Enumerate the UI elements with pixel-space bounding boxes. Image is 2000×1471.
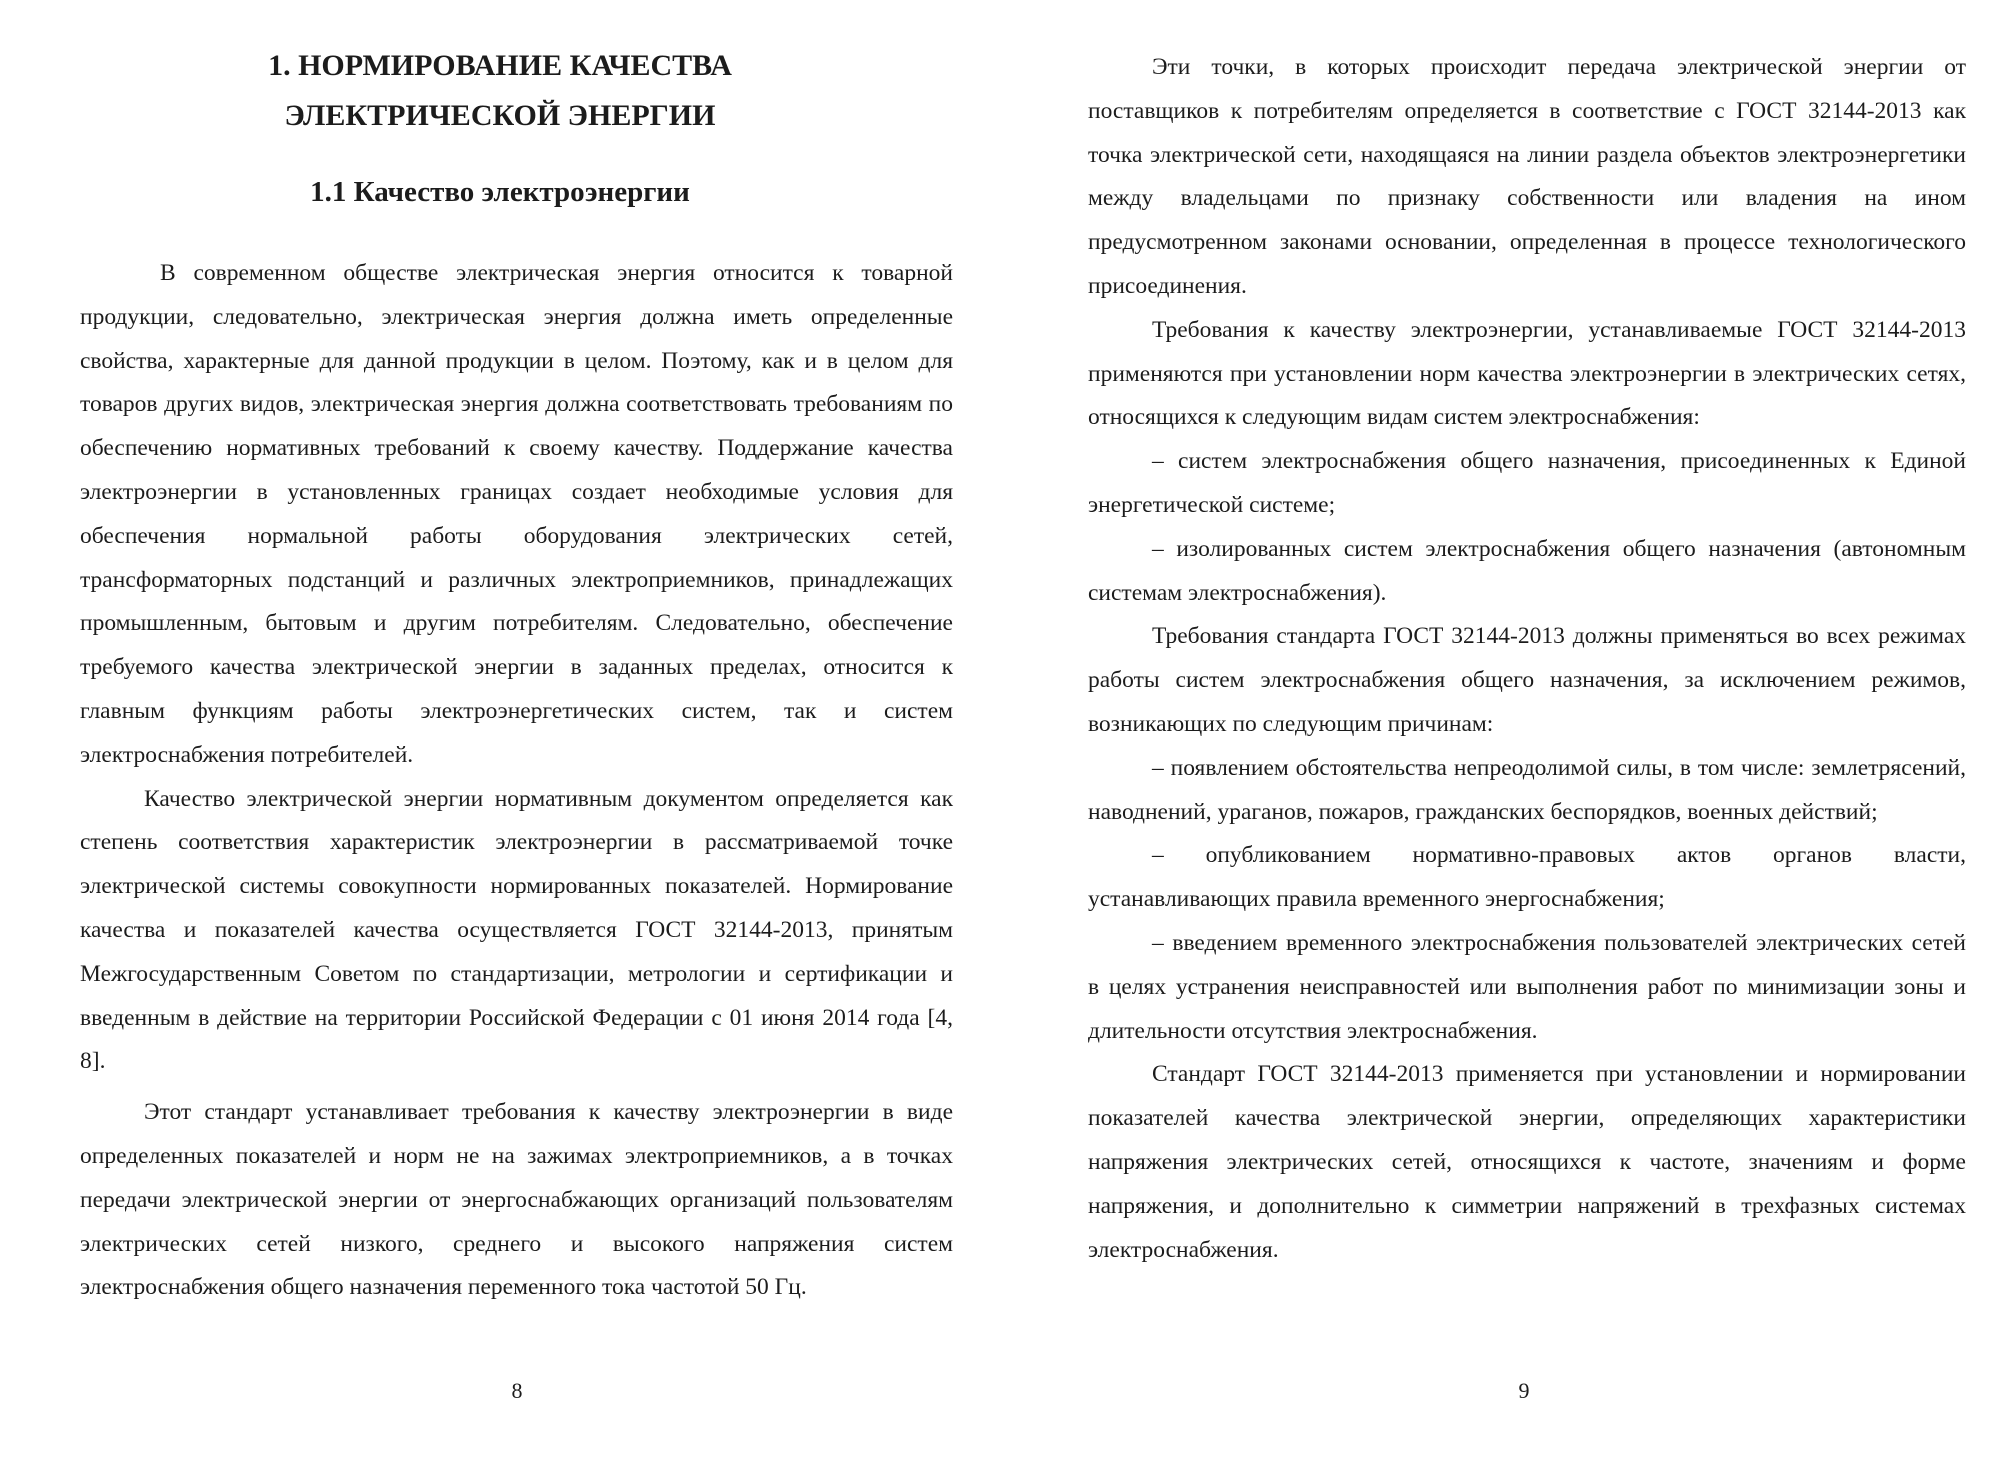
page-number: 8 [511, 1378, 523, 1403]
paragraph: Требования к качеству электроэнергии, устанавливаемые ГОСТ 32144-2013 применяются при установлении норм качества электроэнергии в электрических сетях, относящихся к следующим видам систем электроснабжения: [1088, 316, 1966, 431]
page-number: 9 [1518, 1378, 1530, 1403]
paragraph: Требования стандарта ГОСТ 32144-2013 должны применяться во всех режимах работы систем электроснабжения общего назначения, за исключением режимов, возникающих по следующим причинам: [1088, 623, 1966, 737]
paragraph: Этот стандарт устанавливает требования к качеству электроэнергии в виде определенных показателей и норм не на зажимах электроприемников, а в точках передачи электрической энергии от энергоснабжающих организаций пользователям электрических сетей низкого, среднего и высокого напряжения систем электроснабжения общего назначения переменного тока частотой 50 Гц. [80, 1099, 953, 1301]
paragraph: В современном обществе электрическая энергия относится к товарной продукции, следовательно, электрическая энергия должна иметь определенные свойства, характерные для данной продукции в целом. Поэтому, как и в целом для товаров других видов, электрическая энергия должна соответствовать требованиям по обеспечению нормативных требований к своему качеству. Поддержание качества электроэнергии в установленных границах создает необходимые условия для обеспечения нормальной работы оборудования электрических сетей, трансформаторных подстанций и различных электроприемников, принадлежащих промышленным, бытовым и другим потребителям. Следовательно, обеспечение требуемого качества электрической энергии в заданных пределах, относится к главным функциям работы электроэнергетических систем, так и систем электроснабжения потребителей. [80, 260, 953, 768]
right-page-body [1088, 46, 1966, 1272]
list-item: – появлением обстоятельства непреодолимой силы, в том числе: землетрясений, наводнений, ураганов, пожаров, гражданских беспорядков, военных действий; [1088, 754, 1966, 825]
list-item: – опубликованием нормативно-правовых актов органов власти, устанавливающих правила временного энергоснабжения; [1088, 842, 1966, 913]
section-title: 1.1 Качество электроэнергии [310, 176, 690, 208]
left-page-body [80, 252, 953, 1310]
list-item: – изолированных систем электроснабжения общего назначения (автономным системам электроснабжения). [1088, 535, 1966, 606]
paragraph: Стандарт ГОСТ 32144-2013 применяется при установлении и нормировании показателей качества электрической энергии, определяющих характеристики напряжения электрических сетей, относящихся к частоте, значениям и форме напряжения, и дополнительно к симметрии напряжений в трехфазных системах электроснабжения. [1088, 1061, 1966, 1263]
paragraph: Эти точки, в которых происходит передача электрической энергии от поставщиков к потребителям определяется в соответствие с ГОСТ 32144-2013 как точка электрической сети, находящаяся на линии раздела объектов электроэнергетики между владельцами по признаку собственности или владения на ином предусмотренном законами основании, определенная в процессе технологического присоединения. [1088, 54, 1966, 299]
chapter-title-line-2: ЭЛЕКТРИЧЕСКОЙ ЭНЕРГИИ [284, 99, 716, 132]
list-item: – введением временного электроснабжения пользователей электрических сетей в целях устранения неисправностей или выполнения работ по минимизации зоны и длительности отсутствия электроснабжения. [1088, 929, 1966, 1044]
right-page [1000, 0, 2000, 1471]
list-item: – систем электроснабжения общего назначения, присоединенных к Единой энергетической системе; [1088, 448, 1966, 518]
chapter-title-line-1: 1. НОРМИРОВАНИЕ КАЧЕСТВА [268, 49, 732, 82]
paragraph: Качество электрической энергии нормативным документом определяется как степень соответствия характеристик электроэнергии в рассматриваемой точке электрической системы совокупности нормированных показателей. Нормирование качества и показателей качества осуществляется ГОСТ 32144-2013, принятым Межгосударственным Советом по стандартизации, метрологии и сертификации и введенным в действие на территории Российской Федерации с 01 июня 2014 года [4, 8]. [80, 785, 953, 1075]
